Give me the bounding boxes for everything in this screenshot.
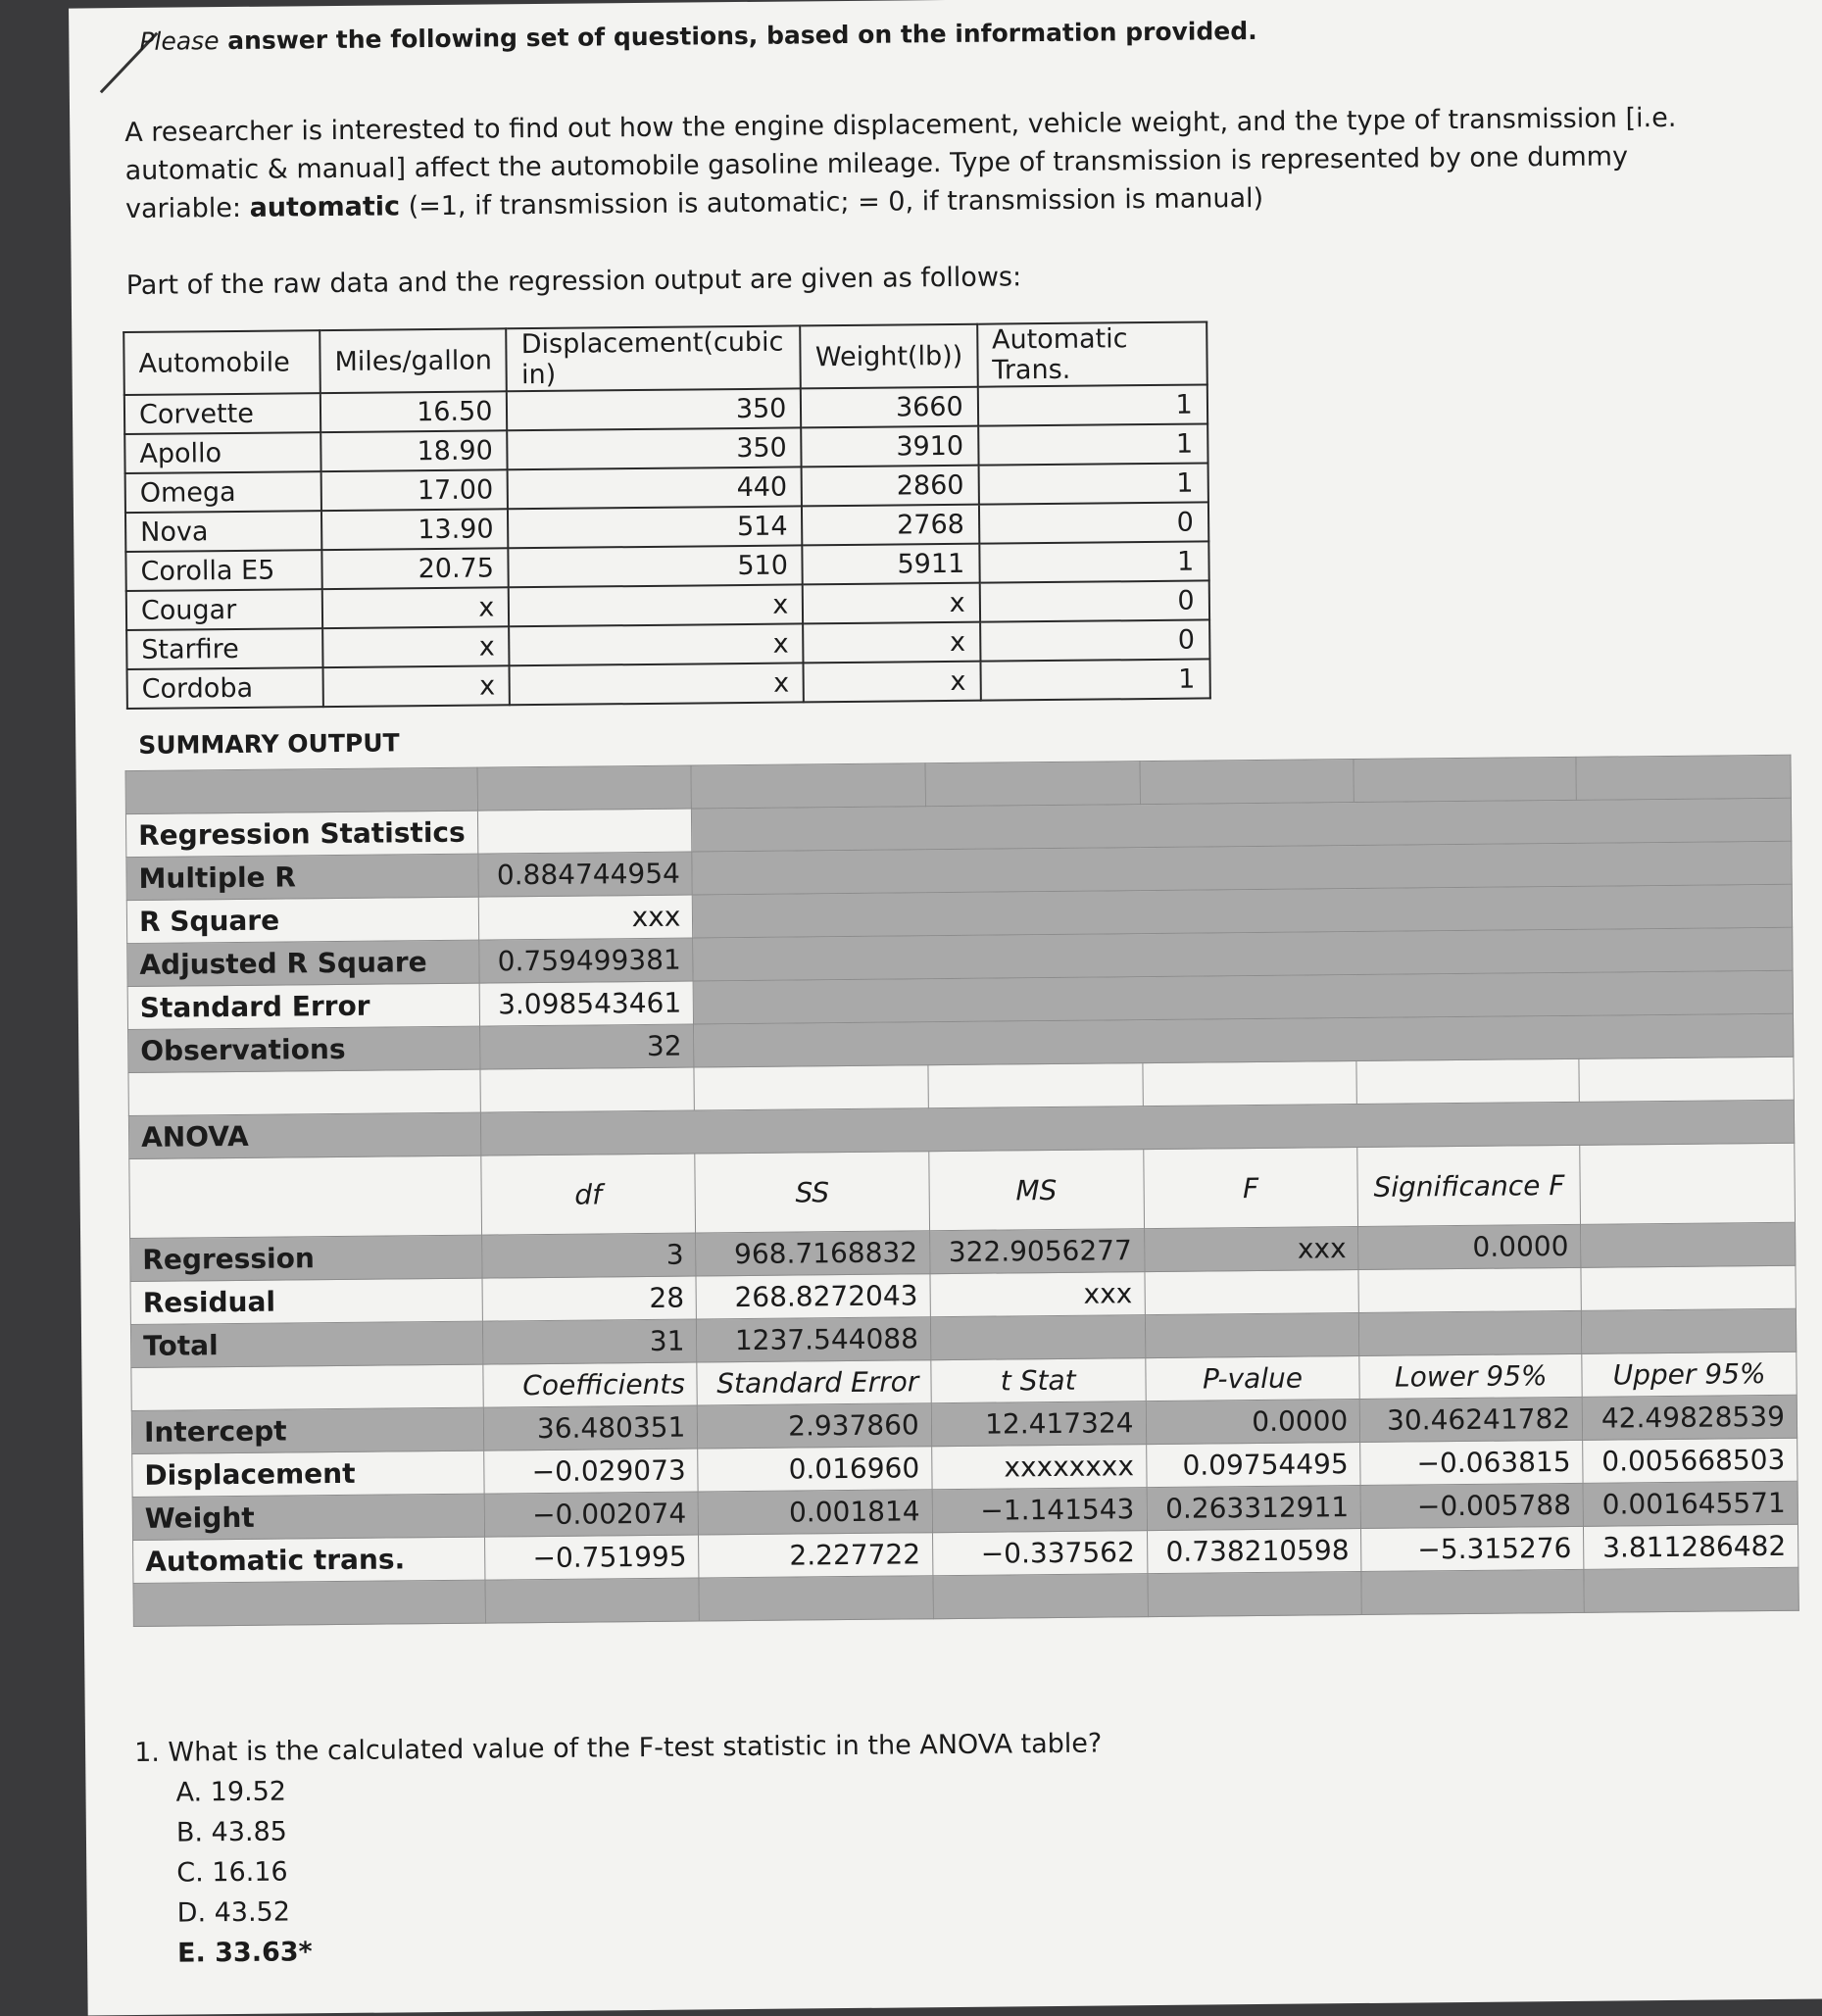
raw-cell: Apollo: [124, 432, 320, 473]
spacer-cell: [1576, 755, 1791, 800]
raw-cell: 18.90: [320, 430, 508, 471]
spacer-cell: [125, 767, 477, 813]
empty-cell: [131, 1364, 483, 1410]
spacer-cell: [1361, 1569, 1584, 1614]
question-block: [134, 1724, 1105, 1974]
spacer-cell: [699, 1576, 933, 1621]
raw-cell: Omega: [125, 471, 321, 513]
reg-stat-label: Observations: [128, 1026, 480, 1072]
anova-ms: xxx: [930, 1272, 1145, 1317]
problem-paragraph: [124, 98, 1713, 228]
empty-cell: [477, 809, 692, 854]
raw-cell: Starfire: [126, 628, 322, 669]
coef-label: Intercept: [131, 1407, 483, 1453]
anova-header-ms: MS: [929, 1150, 1145, 1231]
raw-cell: 16.50: [320, 391, 508, 432]
anova-ss: 968.7168832: [696, 1231, 930, 1276]
regression-summary-table: [125, 755, 1799, 1627]
coef-header: Lower 95%: [1359, 1353, 1582, 1399]
coef-upper95: 0.001645571: [1583, 1481, 1797, 1526]
document-page: [69, 0, 1822, 2015]
anova-ms: [930, 1315, 1145, 1360]
coef-header: P-value: [1145, 1356, 1359, 1401]
spacer-cell: [1579, 1057, 1794, 1102]
raw-cell: 20.75: [321, 548, 509, 589]
empty-cell: [1581, 1265, 1796, 1310]
spacer-cell: [694, 1065, 928, 1110]
reg-stat-value: 3.098543461: [479, 981, 694, 1026]
raw-cell: 350: [507, 388, 801, 430]
anova-row-label: Residual: [130, 1278, 482, 1324]
reg-stat-label: Multiple R: [126, 854, 478, 900]
coef-value: 36.480351: [483, 1405, 698, 1451]
paragraph-text-1: A researcher is interested to find out how the engine displacement, vehicle weight, and the type of transmission [i.e. automatic & manual] affect the automobile gasoline mileage. Type of transmission is represented by one dummy variable:: [124, 102, 1677, 225]
reg-stat-value: 32: [479, 1024, 694, 1069]
raw-cell: Cordoba: [127, 667, 323, 709]
anova-df: 28: [482, 1276, 697, 1321]
coef-header: Coefficients: [482, 1362, 697, 1407]
spacer-cell: [133, 1580, 485, 1626]
spacer-cell: [128, 1069, 480, 1115]
reg-stat-value: 0.884744954: [477, 852, 692, 897]
spacer-cell: [1140, 760, 1354, 805]
raw-cell: 13.90: [321, 509, 509, 550]
spacer-cell: [933, 1574, 1148, 1619]
anova-significance: [1359, 1310, 1582, 1355]
answer-option: D. 43.52: [176, 1896, 291, 1929]
raw-header-cell: Automatic Trans.: [977, 321, 1207, 386]
coef-se: 0.001814: [698, 1490, 932, 1535]
coef-se: 0.016960: [698, 1447, 932, 1492]
anova-header-f: F: [1143, 1148, 1358, 1229]
raw-cell: x: [322, 626, 510, 667]
spacer-cell: [480, 1067, 695, 1112]
anova-header-ss: SS: [695, 1152, 929, 1233]
coef-upper95: 0.005668503: [1583, 1438, 1797, 1483]
instructions-lead: Please: [139, 26, 220, 56]
empty-cell: [1582, 1308, 1797, 1353]
reg-stat-value: 0.759499381: [478, 938, 693, 983]
part-text: Part of the raw data and the regression output are given as follows:: [125, 262, 1022, 302]
raw-data-table: [123, 320, 1210, 710]
coef-upper95: 42.49828539: [1582, 1395, 1797, 1440]
coef-header: Standard Error: [697, 1360, 931, 1405]
coef-lower95: −0.063815: [1360, 1440, 1583, 1485]
anova-row-label: Regression: [130, 1235, 482, 1281]
raw-header-cell: Displacement(cubic in): [507, 325, 802, 391]
raw-header-cell: Weight(lb)): [801, 324, 978, 389]
anova-ss: 268.8272043: [696, 1274, 930, 1319]
answer-option-marked: E. 33.63*: [176, 1937, 313, 1969]
raw-cell: 1: [978, 463, 1207, 504]
coef-upper95: 3.811286482: [1584, 1524, 1798, 1569]
raw-cell: 0: [979, 502, 1208, 543]
answer-option: B. 43.85: [175, 1816, 288, 1848]
coef-tstat: xxxxxxxx: [931, 1445, 1146, 1490]
anova-ms: 322.9056277: [929, 1229, 1144, 1274]
spacer-cell: [928, 1063, 1143, 1108]
raw-cell: x: [509, 584, 803, 626]
raw-header-cell: Automobile: [123, 330, 320, 395]
coef-lower95: −5.315276: [1361, 1526, 1584, 1571]
raw-cell: 510: [509, 545, 803, 587]
anova-row-label: Total: [130, 1321, 482, 1367]
coef-label: Automatic trans.: [133, 1537, 485, 1583]
raw-cell: 1: [978, 384, 1207, 425]
coef-label: Weight: [132, 1494, 484, 1540]
raw-cell: x: [804, 622, 981, 664]
empty-cell: [129, 1156, 481, 1238]
raw-cell: 1: [980, 659, 1209, 700]
reg-stats-title: Regression Statistics: [125, 811, 477, 857]
spacer-cell: [1148, 1571, 1362, 1616]
spacer-cell: [485, 1578, 700, 1623]
reg-stat-value: xxx: [478, 895, 693, 940]
anova-f: xxx: [1144, 1227, 1358, 1272]
spacer-cell: [691, 763, 925, 809]
coef-header: t Stat: [931, 1358, 1146, 1403]
summary-output-title: SUMMARY OUTPUT: [138, 728, 400, 760]
answer-option: C. 16.16: [176, 1856, 288, 1889]
anova-f: [1145, 1313, 1359, 1358]
coef-lower95: −0.005788: [1360, 1483, 1583, 1528]
raw-cell: x: [510, 623, 804, 665]
reg-stat-label: R Square: [126, 897, 478, 943]
raw-cell: 1: [979, 541, 1208, 582]
raw-cell: 2860: [802, 466, 979, 507]
coef-tstat: −1.141543: [932, 1488, 1147, 1533]
paragraph-text-2: (=1, if transmission is automatic; = 0, if transmission is manual): [399, 182, 1264, 222]
coef-pvalue: 0.263312911: [1147, 1486, 1361, 1531]
raw-cell: 0: [979, 580, 1208, 621]
coef-tstat: 12.417324: [931, 1401, 1146, 1447]
raw-cell: Corolla E5: [125, 550, 321, 591]
coef-label: Displacement: [132, 1451, 484, 1497]
raw-cell: 440: [508, 467, 802, 509]
anova-title: ANOVA: [128, 1112, 480, 1158]
raw-cell: 5911: [803, 544, 980, 585]
instructions-rest: answer the following set of questions, based on the information provided.: [219, 16, 1257, 56]
raw-cell: x: [510, 663, 804, 705]
raw-cell: x: [322, 587, 510, 628]
raw-cell: 3660: [801, 387, 978, 428]
raw-cell: x: [804, 662, 981, 703]
empty-cell: [1580, 1143, 1796, 1224]
coef-pvalue: 0.09754495: [1146, 1443, 1360, 1488]
coef-value: −0.002074: [484, 1492, 699, 1537]
spacer-cell: [925, 762, 1140, 807]
coef-header: Upper 95%: [1582, 1352, 1797, 1397]
instructions-heading: [139, 17, 1257, 56]
anova-header-significance: Significance F: [1357, 1145, 1581, 1226]
raw-cell: 17.00: [321, 469, 509, 511]
raw-cell: Corvette: [124, 393, 320, 434]
coef-value: −0.751995: [484, 1535, 699, 1580]
anova-df: 3: [481, 1233, 696, 1278]
coef-lower95: 30.46241782: [1360, 1397, 1583, 1442]
spacer-cell: [477, 765, 692, 811]
raw-cell: 514: [508, 506, 802, 548]
answer-option: A. 19.52: [175, 1776, 287, 1808]
reg-stat-label: Standard Error: [127, 983, 479, 1029]
paragraph-bold-term: automatic: [249, 191, 401, 223]
anova-ss: 1237.544088: [697, 1317, 931, 1362]
coef-value: −0.029073: [483, 1449, 698, 1494]
coef-pvalue: 0.738210598: [1147, 1528, 1361, 1573]
empty-cell: [1581, 1222, 1796, 1267]
anova-f: [1145, 1270, 1359, 1315]
raw-cell: 350: [508, 427, 802, 469]
raw-cell: 1: [978, 423, 1207, 465]
coef-pvalue: 0.0000: [1146, 1400, 1360, 1445]
spacer-cell: [1143, 1061, 1357, 1106]
spacer-cell: [1354, 757, 1576, 802]
anova-significance: 0.0000: [1358, 1224, 1581, 1269]
spacer-cell: [1584, 1567, 1798, 1612]
raw-cell: x: [323, 665, 511, 707]
reg-stat-label: Adjusted R Square: [127, 940, 479, 986]
raw-header-cell: Miles/gallon: [320, 328, 507, 393]
raw-cell: 0: [980, 619, 1209, 661]
raw-cell: Nova: [125, 511, 321, 552]
coef-tstat: −0.337562: [932, 1531, 1147, 1576]
raw-cell: 3910: [802, 426, 979, 467]
anova-header-df: df: [480, 1154, 696, 1235]
raw-header-row: [123, 321, 1206, 395]
raw-cell: 2768: [802, 505, 979, 546]
raw-cell: x: [803, 583, 980, 624]
question-text: 1. What is the calculated value of the F-test statistic in the ANOVA table?: [133, 1728, 1103, 1769]
spacer-cell: [1356, 1058, 1579, 1104]
coef-se: 2.937860: [698, 1403, 932, 1449]
raw-cell: Cougar: [126, 589, 322, 630]
anova-significance: [1358, 1267, 1581, 1312]
anova-df: 31: [482, 1319, 697, 1364]
coef-se: 2.227722: [699, 1533, 933, 1578]
